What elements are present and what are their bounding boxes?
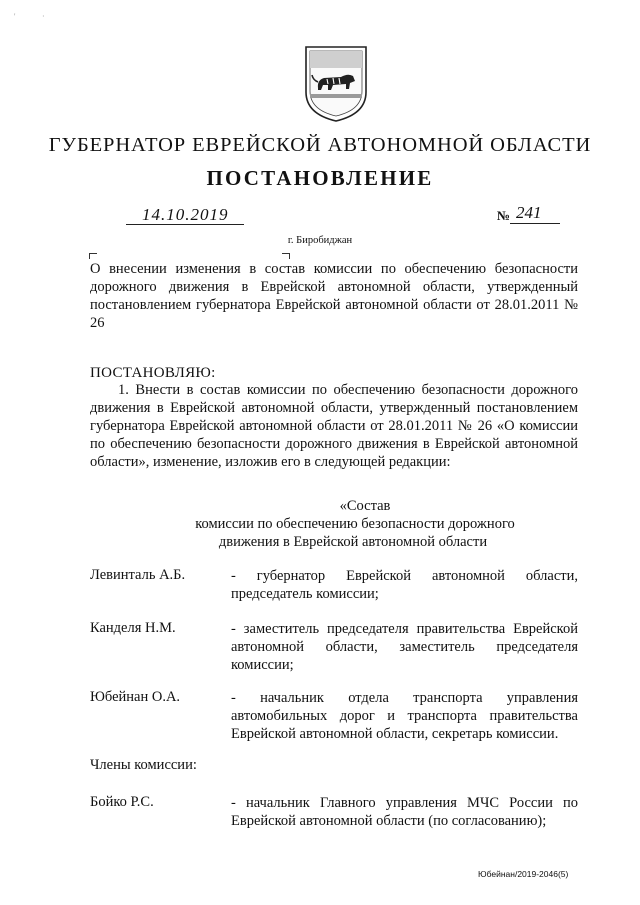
city: г. Биробиджан	[287, 235, 353, 246]
member-role: - начальник отдела транспорта управления автомобильных дорог и транспорта правительства Еврейской автономной области, секретарь комиссии.	[231, 690, 578, 742]
document-type: ПОСТАНОВЛЕНИЕ	[206, 166, 434, 190]
subject-bracket-right	[282, 253, 290, 259]
composition-title-line: комиссии по обеспечению безопасности дорожного	[195, 516, 515, 532]
paragraph-1: 1. Внести в состав комиссии по обеспечению безопасности дорожного движения в Еврейской автономной области, утвержденный постановлением губернатора Еврейской автономной области от 28.01.2011 № 26 «О комиссии по обеспечению безопасности дорожного движения в Еврейской автономной области», изменение, изложив его в следующей редакции:	[90, 382, 578, 470]
member-name: Бойко Р.С.	[90, 794, 154, 810]
member-name: Левинталь А.Б.	[90, 567, 186, 583]
members-label: Члены комиссии:	[90, 757, 197, 773]
footer-code: Юбейнан/2019-2046(5)	[478, 869, 569, 879]
member-role: - начальник Главного управления МЧС России по Еврейской автономной области (по согласованию);	[231, 795, 578, 829]
document-subject: О внесении изменения в состав комиссии по обеспечению безопасности дорожного движения в Еврейской автономной области, утвержденный постановлением губернатора Еврейской автономной области от 28.01.2011 № 26	[90, 261, 578, 331]
governor-title: ГУБЕРНАТОР ЕВРЕЙСКОЙ АВТОНОМНОЙ ОБЛАСТИ	[48, 134, 592, 156]
composition-title	[0, 497, 640, 551]
subject-bracket-left	[89, 253, 97, 259]
composition-title-line: движения в Еврейской автономной области	[218, 534, 488, 550]
coat-of-arms-icon	[303, 44, 369, 124]
document-number: 241	[516, 203, 542, 222]
member-role: - губернатор Еврейской автономной области, председатель комиссии;	[231, 568, 578, 602]
member-name: Юбейнан О.А.	[90, 689, 181, 705]
resolve-heading: ПОСТАНОВЛЯЮ:	[90, 365, 216, 381]
scan-mark: '	[14, 12, 16, 21]
number-label: №	[497, 208, 511, 223]
document-date: 14.10.2019	[142, 205, 229, 224]
member-role: - заместитель председателя правительства Еврейской автономной области, заместитель председателя комиссии;	[231, 621, 578, 673]
member-name: Канделя Н.М.	[90, 620, 176, 636]
date-underline	[126, 224, 244, 225]
composition-title-line: «Состав	[339, 498, 391, 514]
scan-mark: ·	[42, 12, 45, 21]
number-underline	[510, 223, 560, 224]
